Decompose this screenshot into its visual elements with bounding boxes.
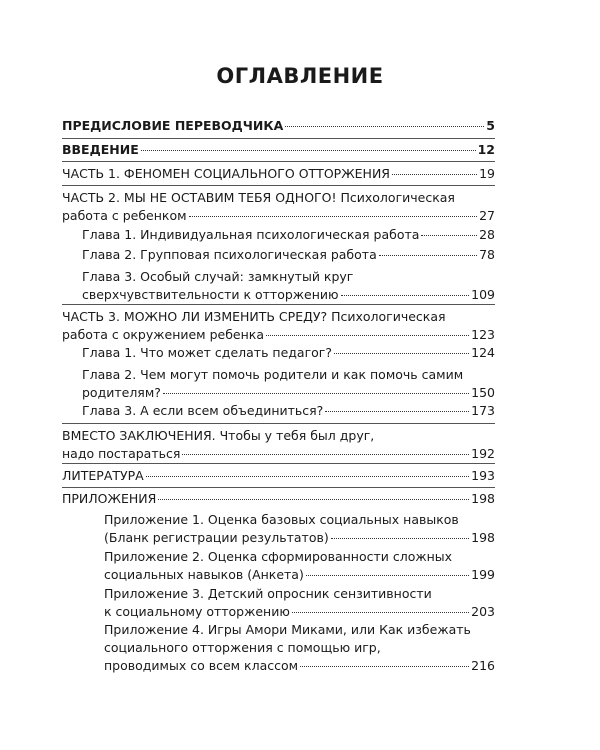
toc-entry-title: ЧАСТЬ 3. МОЖНО ЛИ ИЗМЕНИТЬ СРЕДУ? Психологическая	[62, 309, 446, 324]
toc-page-number: 19	[479, 166, 495, 181]
toc-page-number: 12	[477, 142, 495, 157]
toc-page-number: 203	[471, 604, 495, 619]
separator-line	[62, 185, 495, 186]
dot-leader	[146, 476, 469, 477]
toc-page-number: 199	[471, 567, 495, 582]
toc-entry-title-cont: надо постараться	[62, 446, 181, 461]
toc-entry-title: Глава 2. Чем могут помочь родители и как помочь самим	[82, 367, 464, 382]
toc-entry-title-cont: проводимых со всем классом	[104, 658, 299, 673]
toc-entry-title: Приложение 3. Детский опросник сензитивности	[104, 586, 432, 601]
toc-page-number: 173	[471, 403, 495, 418]
toc-entry-title: ПРЕДИСЛОВИЕ ПЕРЕВОДЧИКА	[62, 118, 284, 133]
separator-line	[62, 161, 495, 162]
toc-entry-title-cont: социального отторжения с помощью игр,	[104, 640, 381, 655]
toc-entry-appendix-3[interactable]	[104, 585, 495, 621]
toc-entry-appendices[interactable]	[62, 490, 495, 508]
toc-entry-appendix-1[interactable]	[104, 511, 495, 547]
toc-entry-p3-chapter-1[interactable]	[82, 344, 495, 362]
toc-page-number: 150	[471, 385, 495, 400]
toc-page-number: 28	[479, 227, 495, 242]
toc-entry-appendix-4[interactable]	[104, 621, 495, 675]
toc-page-number: 124	[471, 345, 495, 360]
dot-leader	[189, 216, 478, 217]
dot-leader	[285, 126, 484, 127]
dot-leader	[392, 174, 477, 175]
toc-entry-title: Глава 3. Особый случай: замкнутый круг	[82, 269, 354, 284]
toc-entry-title: Приложение 1. Оценка базовых социальных навыков	[104, 512, 459, 527]
toc-entry-title: ВМЕСТО ЗАКЛЮЧЕНИЯ. Чтобы у тебя был друг,	[62, 428, 375, 443]
separator-line	[62, 138, 495, 139]
toc-entry-title-cont: сверхчувствительности к отторжению	[82, 287, 339, 302]
toc-entry-part-1[interactable]	[62, 165, 495, 183]
toc-entry-p3-chapter-3[interactable]	[82, 402, 495, 420]
toc-page-number: 193	[471, 468, 495, 483]
toc-page-number: 109	[471, 287, 495, 302]
toc-entry-title: ВВЕДЕНИЕ	[62, 142, 139, 157]
dot-leader	[300, 666, 469, 667]
dot-leader	[306, 575, 469, 576]
toc-entry-title: ЛИТЕРАТУРА	[62, 468, 144, 483]
toc-page-number: 27	[479, 208, 495, 223]
dot-leader	[379, 255, 477, 256]
dot-leader	[334, 353, 469, 354]
dot-leader	[292, 612, 469, 613]
toc-entry-title: Глава 2. Групповая психологическая работа	[82, 247, 377, 262]
toc-entry-part-3[interactable]	[62, 308, 495, 344]
toc-entry-p2-chapter-1[interactable]	[82, 226, 495, 244]
toc-page-number: 123	[471, 327, 495, 342]
toc-entry-part-2[interactable]	[62, 189, 495, 225]
toc-entry-title: Глава 1. Что может сделать педагог?	[82, 345, 332, 360]
dot-leader	[331, 538, 469, 539]
toc-entry-conclusion[interactable]	[62, 427, 495, 463]
toc-entry-title-cont: к социальному отторжению	[104, 604, 290, 619]
dot-leader	[325, 411, 469, 412]
toc-entry-title: Приложение 4. Игры Амори Миками, или Как избежать	[104, 622, 471, 637]
toc-entry-p2-chapter-3[interactable]	[82, 268, 495, 304]
separator-line	[62, 304, 495, 305]
toc-entry-title: Глава 1. Индивидуальная психологическая работа	[82, 227, 420, 242]
toc-page-number: 198	[471, 491, 495, 506]
toc-entry-p2-chapter-2[interactable]	[82, 246, 495, 264]
separator-line	[62, 487, 495, 488]
dot-leader	[421, 235, 477, 236]
dot-leader	[158, 499, 469, 500]
toc-entry-p3-chapter-2[interactable]	[82, 366, 495, 402]
toc-entry-title-cont: (Бланк регистрации результатов)	[104, 530, 329, 545]
separator-line	[62, 463, 495, 464]
toc-entry-introduction[interactable]	[62, 141, 495, 159]
page-title: ОГЛАВЛЕНИЕ	[216, 64, 384, 88]
dot-leader	[182, 454, 469, 455]
toc-page-number: 5	[486, 118, 495, 133]
toc-entry-title: Приложение 2. Оценка сформированности сложных	[104, 549, 453, 564]
dot-leader	[266, 335, 469, 336]
separator-line	[62, 423, 495, 424]
toc-entry-preface[interactable]	[62, 117, 495, 135]
toc-entry-title: ЧАСТЬ 2. МЫ НЕ ОСТАВИМ ТЕБЯ ОДНОГО! Психологическая	[62, 190, 455, 205]
dot-leader	[163, 393, 469, 394]
toc-entry-title-cont: родителям?	[82, 385, 161, 400]
toc-entry-title: ПРИЛОЖЕНИЯ	[62, 491, 157, 506]
toc-page-number: 78	[479, 247, 495, 262]
toc-entry-title: Глава 3. А если всем объединиться?	[82, 403, 324, 418]
toc-entry-title-cont: работа с окружением ребенка	[62, 327, 264, 342]
toc-page-number: 216	[471, 658, 495, 673]
toc-entry-literature[interactable]	[62, 467, 495, 485]
toc-page-number: 198	[471, 530, 495, 545]
toc-entry-title-cont: работа с ребенком	[62, 208, 187, 223]
dot-leader	[141, 150, 476, 151]
toc-page-number: 192	[471, 446, 495, 461]
toc-entry-appendix-2[interactable]	[104, 548, 495, 584]
toc-entry-title-cont: социальных навыков (Анкета)	[104, 567, 304, 582]
dot-leader	[341, 295, 470, 296]
toc-entry-title: ЧАСТЬ 1. ФЕНОМЕН СОЦИАЛЬНОГО ОТТОРЖЕНИЯ	[62, 166, 390, 181]
